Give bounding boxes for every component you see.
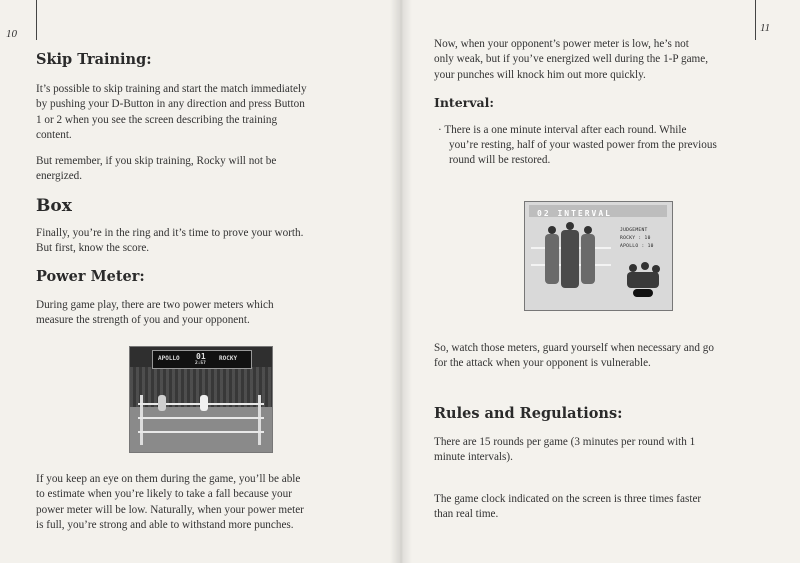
box-heading: Box — [36, 196, 72, 216]
judgement-apollo: APOLLO : 10 — [620, 244, 654, 249]
page-number-left: 10 — [6, 28, 17, 40]
trainer-figure — [545, 234, 559, 284]
rules-paragraph-2 — [434, 492, 701, 523]
ring-canvas — [130, 407, 272, 452]
head-sprite — [548, 226, 556, 234]
interval-banner — [529, 205, 667, 217]
text-line: by pushing your D-Button in any direction and press Button — [36, 98, 305, 111]
head-sprite — [641, 262, 649, 270]
text-line: It’s possible to skip training and start the match immediately — [36, 83, 307, 95]
scoreboard-clock: 2:57 — [195, 361, 206, 366]
text-line: only weak, but if you’ve energized well during the 1-P game, — [434, 53, 709, 66]
text-line: There are 15 rounds per game (3 minutes per round with 1 — [434, 436, 696, 448]
closing-paragraph — [434, 341, 714, 372]
text-line: content. — [36, 128, 72, 141]
text-line: There is a one minute interval after each round. While — [444, 124, 687, 136]
text-line: for the attack when your opponent is vulnerable. — [434, 357, 651, 370]
skip-training-paragraph-2 — [36, 154, 276, 185]
text-line: Now, when your opponent’s power meter is low, he’s not — [434, 38, 689, 50]
rules-heading: Rules and Regulations: — [434, 405, 623, 422]
judgement-rocky: ROCKY : 10 — [620, 236, 651, 241]
text-line: you’re resting, half of your wasted power from the previous — [449, 139, 717, 151]
text-line: But remember, if you skip training, Rocky will not be — [36, 155, 277, 167]
text-line: power meter will be low. Naturally, when your power meter — [36, 503, 304, 516]
head-sprite — [584, 226, 592, 234]
text-line: than real time. — [434, 508, 499, 521]
ring-rope — [138, 417, 264, 419]
head-sprite — [629, 264, 637, 272]
text-line: During game play, there are two power meters which — [36, 299, 274, 311]
scoreboard-left-name: APOLLO — [158, 355, 180, 362]
head-sprite — [566, 222, 574, 230]
text-line: your punches will knock him out more quickly. — [434, 68, 646, 81]
ring-rope — [138, 431, 264, 433]
corner-crew-graphic — [625, 262, 661, 300]
page-number-right: 11 — [760, 22, 771, 34]
interval-bullet-continued — [449, 138, 717, 169]
text-line: is full, you’re strong and able to withstand more punches. — [36, 518, 294, 531]
text-line: If you keep an eye on them during the game, you’ll be able — [36, 473, 301, 485]
boxer-sprite — [200, 395, 208, 411]
stool — [633, 289, 653, 297]
text-line: Finally, you’re in the ring and it’s time to prove your worth. — [36, 227, 304, 239]
rules-paragraph-1 — [434, 435, 695, 466]
text-line: But first, know the score. — [36, 242, 150, 255]
boxing-ring-screenshot — [129, 346, 273, 453]
interval-heading: Interval: — [434, 95, 494, 110]
power-meter-paragraph-1 — [36, 298, 274, 329]
intro-paragraph — [434, 37, 708, 83]
interval-bullet — [438, 123, 686, 138]
text-line: energized. — [36, 170, 83, 183]
judgement-label: JUDGEMENT — [620, 228, 648, 233]
scoreboard — [152, 350, 252, 369]
scoreboard-round: 01 — [196, 352, 206, 361]
interval-banner-text: 02 INTERVAL — [537, 209, 612, 218]
power-meter-heading: Power Meter: — [36, 268, 145, 285]
text-line: measure the strength of you and your opponent. — [36, 314, 250, 327]
boxer-sprite — [158, 395, 166, 411]
page-rule-right — [755, 0, 756, 40]
text-line: 1 or 2 when you see the screen describing the training — [36, 113, 278, 126]
skip-training-heading: Skip Training: — [36, 51, 152, 68]
text-line: minute intervals). — [434, 451, 513, 464]
text-line: So, watch those meters, guard yourself when necessary and go — [434, 342, 714, 354]
skip-training-paragraph-1 — [36, 82, 307, 143]
power-meter-paragraph-2 — [36, 472, 304, 533]
boxer-figure — [561, 230, 579, 288]
crew-figure — [627, 272, 659, 288]
text-line: round will be restored. — [449, 154, 551, 167]
text-line: to estimate when you’re likely to take a fall because your — [36, 488, 292, 501]
page-rule-left — [36, 0, 37, 40]
trainer-figure — [581, 234, 595, 284]
text-line: The game clock indicated on the screen is three times faster — [434, 493, 702, 505]
box-paragraph — [36, 226, 303, 257]
interval-screenshot — [524, 201, 673, 311]
scoreboard-right-name: ROCKY — [219, 355, 238, 362]
page-gutter — [390, 0, 412, 563]
